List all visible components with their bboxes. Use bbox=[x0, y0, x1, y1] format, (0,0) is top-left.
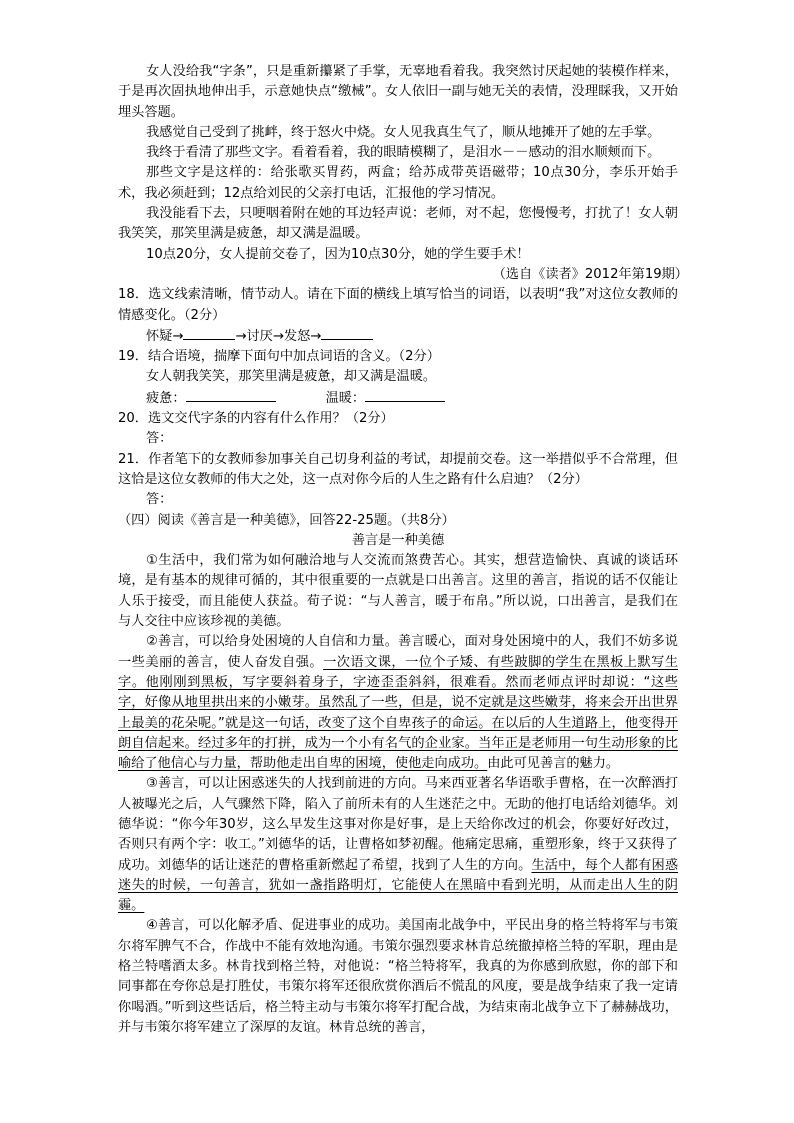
answer-label: 答： bbox=[146, 431, 173, 447]
article-paragraph-1: ①生活中，我们常为如何融洽地与人交流而煞费苦心。其实，想营造愉快、真诚的谈话环境，是有基本的规律可循的，其中很重要的一点就是口出善言。这里的善言，指说的话不仅能让人乐于接受，而且能使人获益。荀子说：“与人善言，暖于布帛。”所以说，口出善言，是我们在与人交往中应该珍视的美德。 bbox=[118, 553, 678, 630]
answer-blank[interactable] bbox=[186, 388, 276, 402]
question-18: 18．选文线索清晰，情节动人。请在下面的横线上填写恰当的词语，以表明“我”对这位女教师的情感变化。（2分） bbox=[118, 287, 678, 323]
answer-label: 答： bbox=[146, 492, 173, 508]
story-paragraph-2: 我感觉自己受到了挑衅，终于怒火中烧。女人见我真生气了，顺从地摊开了她的左手掌。 bbox=[146, 124, 661, 140]
article-paragraph-2 bbox=[118, 632, 678, 774]
underlined-passage: 生活中，每个人都有困惑迷失的时候，一句善言，犹如一盏指路明灯，它能使人在黑暗中看到光明，从而走出人生的阴霾。 bbox=[118, 857, 679, 914]
story-paragraph-5: 我没能看下去，只哽咽着附在她的耳边轻声说：老师，对不起，您慢慢考，打扰了！女人朝我笑笑，那笑里满是疲惫，却又满是温暖。 bbox=[118, 206, 678, 242]
article-title: 善言是一种美德 bbox=[351, 532, 445, 548]
chain-start: 怀疑→ bbox=[146, 328, 184, 344]
answer-blank[interactable] bbox=[183, 326, 235, 340]
answer-blank[interactable] bbox=[365, 388, 445, 402]
question-19-answers bbox=[118, 388, 678, 409]
story-paragraph-3: 我终于看清了那些文字。看着看着，我的眼睛模糊了，是泪水－－感动的泪水顺颊而下。 bbox=[146, 145, 661, 161]
paragraph-text: ③善言，可以让困惑迷失的人找到前进的方向。马来西亚著名华语歌手曹格，在一次醉酒打人被曝光之后，人气骤然下降，陷入了前所未有的人生迷茫之中。无助的他打电话给刘德华。刘德华说：“你今年30岁，这么早发生这事对你是好事，是上天给你改过的机会，你要好好改过，否则只有两个字：收工。”刘德华的话，让曹格如梦初醒。他痛定思痛，重塑形象，终于又获得了成功。刘德华的话让迷茫的曹格重新燃起了希望，找到了人生的方向。 bbox=[118, 776, 678, 873]
question-20: 20．选文交代字条的内容有什么作用？（2分） bbox=[118, 411, 394, 427]
question-19-sentence: 女人朝我笑笑，那笑里满是疲惫，却又满是温暖。 bbox=[146, 369, 437, 385]
article-paragraph-4: ④善言，可以化解矛盾、促进事业的成功。美国南北战争中，平民出身的格兰特将军与韦策尔将军脾气不合，作战中不能有效地沟通。韦策尔强烈要求林肯总统撤掉格兰特的军职，理由是格兰特嗜酒太多。林肯找到格兰特，对他说：“格兰特将军，我真的为你感到欣慰，你的部下和同事都在夸你总是打胜仗，韦策尔将军还很欣赏你酒后不慌乱的风度，要是战争结束了我一定请你喝酒。”听到这些话后，格兰特主动与韦策尔将军打配合战，为结束南北战争立下了赫赫战功，并与韦策尔将军建立了深厚的友谊。林肯总统的善言， bbox=[118, 918, 678, 1035]
question-19: 19．结合语境，揣摩下面句中加点词语的含义。（2分） bbox=[118, 349, 440, 365]
story-paragraph-1: 女人没给我“字条”，只是重新攥紧了手掌，无辜地看着我。我突然讨厌起她的装模作样来，于是再次固执地伸出手，示意她快点“缴械”。女人依旧一副与她无关的表情，没理睬我，又开始埋头答题。 bbox=[118, 64, 678, 120]
source-citation: （选自《读者》2012年第19期） bbox=[492, 266, 688, 282]
chain-middle: →讨厌→发怒→ bbox=[235, 328, 322, 344]
word-1-label: 疲惫： bbox=[146, 390, 186, 406]
underlined-passage: 一次语文课，一位个子矮、有些跛脚的学生在黑板上默写生字。他刚刚到黑板，写字要斜着身子，字迹歪歪斜斜，很难看。然而老师点评时却说：“这些字，好像从地里拱出来的小嫩芽。虽然乱了一些，但是，说不定就是这些嫩芽，将来会开出世界上最美的花朵呢。”就是这一句话，改变了这个自卑孩子的命运。在以后的人生道路上，他变得开朗自信起来。经过多年的打拼，成为一个小有名气的企业家。当年正是老师用一句生动形象的比喻给了他信心与力量，帮助他走出自卑的困境，使他走向成功。 bbox=[118, 654, 679, 772]
answer-blank[interactable] bbox=[321, 326, 373, 340]
story-paragraph-4: 那些文字是这样的：给张歌买胃药，两盒；给苏成带英语磁带；10点30分，李乐开始手术，我必须赶到；12点给刘民的父亲打电话，汇报他的学习情况。 bbox=[118, 165, 678, 201]
article-paragraph-3 bbox=[118, 774, 678, 916]
section-4-heading: （四）阅读《善言是一种美德》，回答22-25题。（共8分） bbox=[118, 512, 455, 528]
paragraph-text: ②善言，可以给身处困境的人自信和力量。善言暖心，面对身处困境中的人，我们不妨多说一些美丽的善言，使人奋发自强。 bbox=[118, 634, 678, 670]
paragraph-text: 由此可见善言的魅力。 bbox=[487, 756, 620, 772]
question-21: 21．作者笔下的女教师参加事关自己切身利益的考试，却提前交卷。这一举措似乎不合常理，但这恰是这位女教师的伟大之处，这一点对你今后的人生之路有什么启迪？（2分） bbox=[118, 451, 678, 487]
story-paragraph-6: 10点20分，女人提前交卷了，因为10点30分，她的学生要手术！ bbox=[146, 246, 530, 262]
question-18-chain bbox=[118, 326, 678, 347]
word-2-label: 温暖： bbox=[325, 390, 366, 406]
document-page bbox=[118, 62, 688, 1038]
